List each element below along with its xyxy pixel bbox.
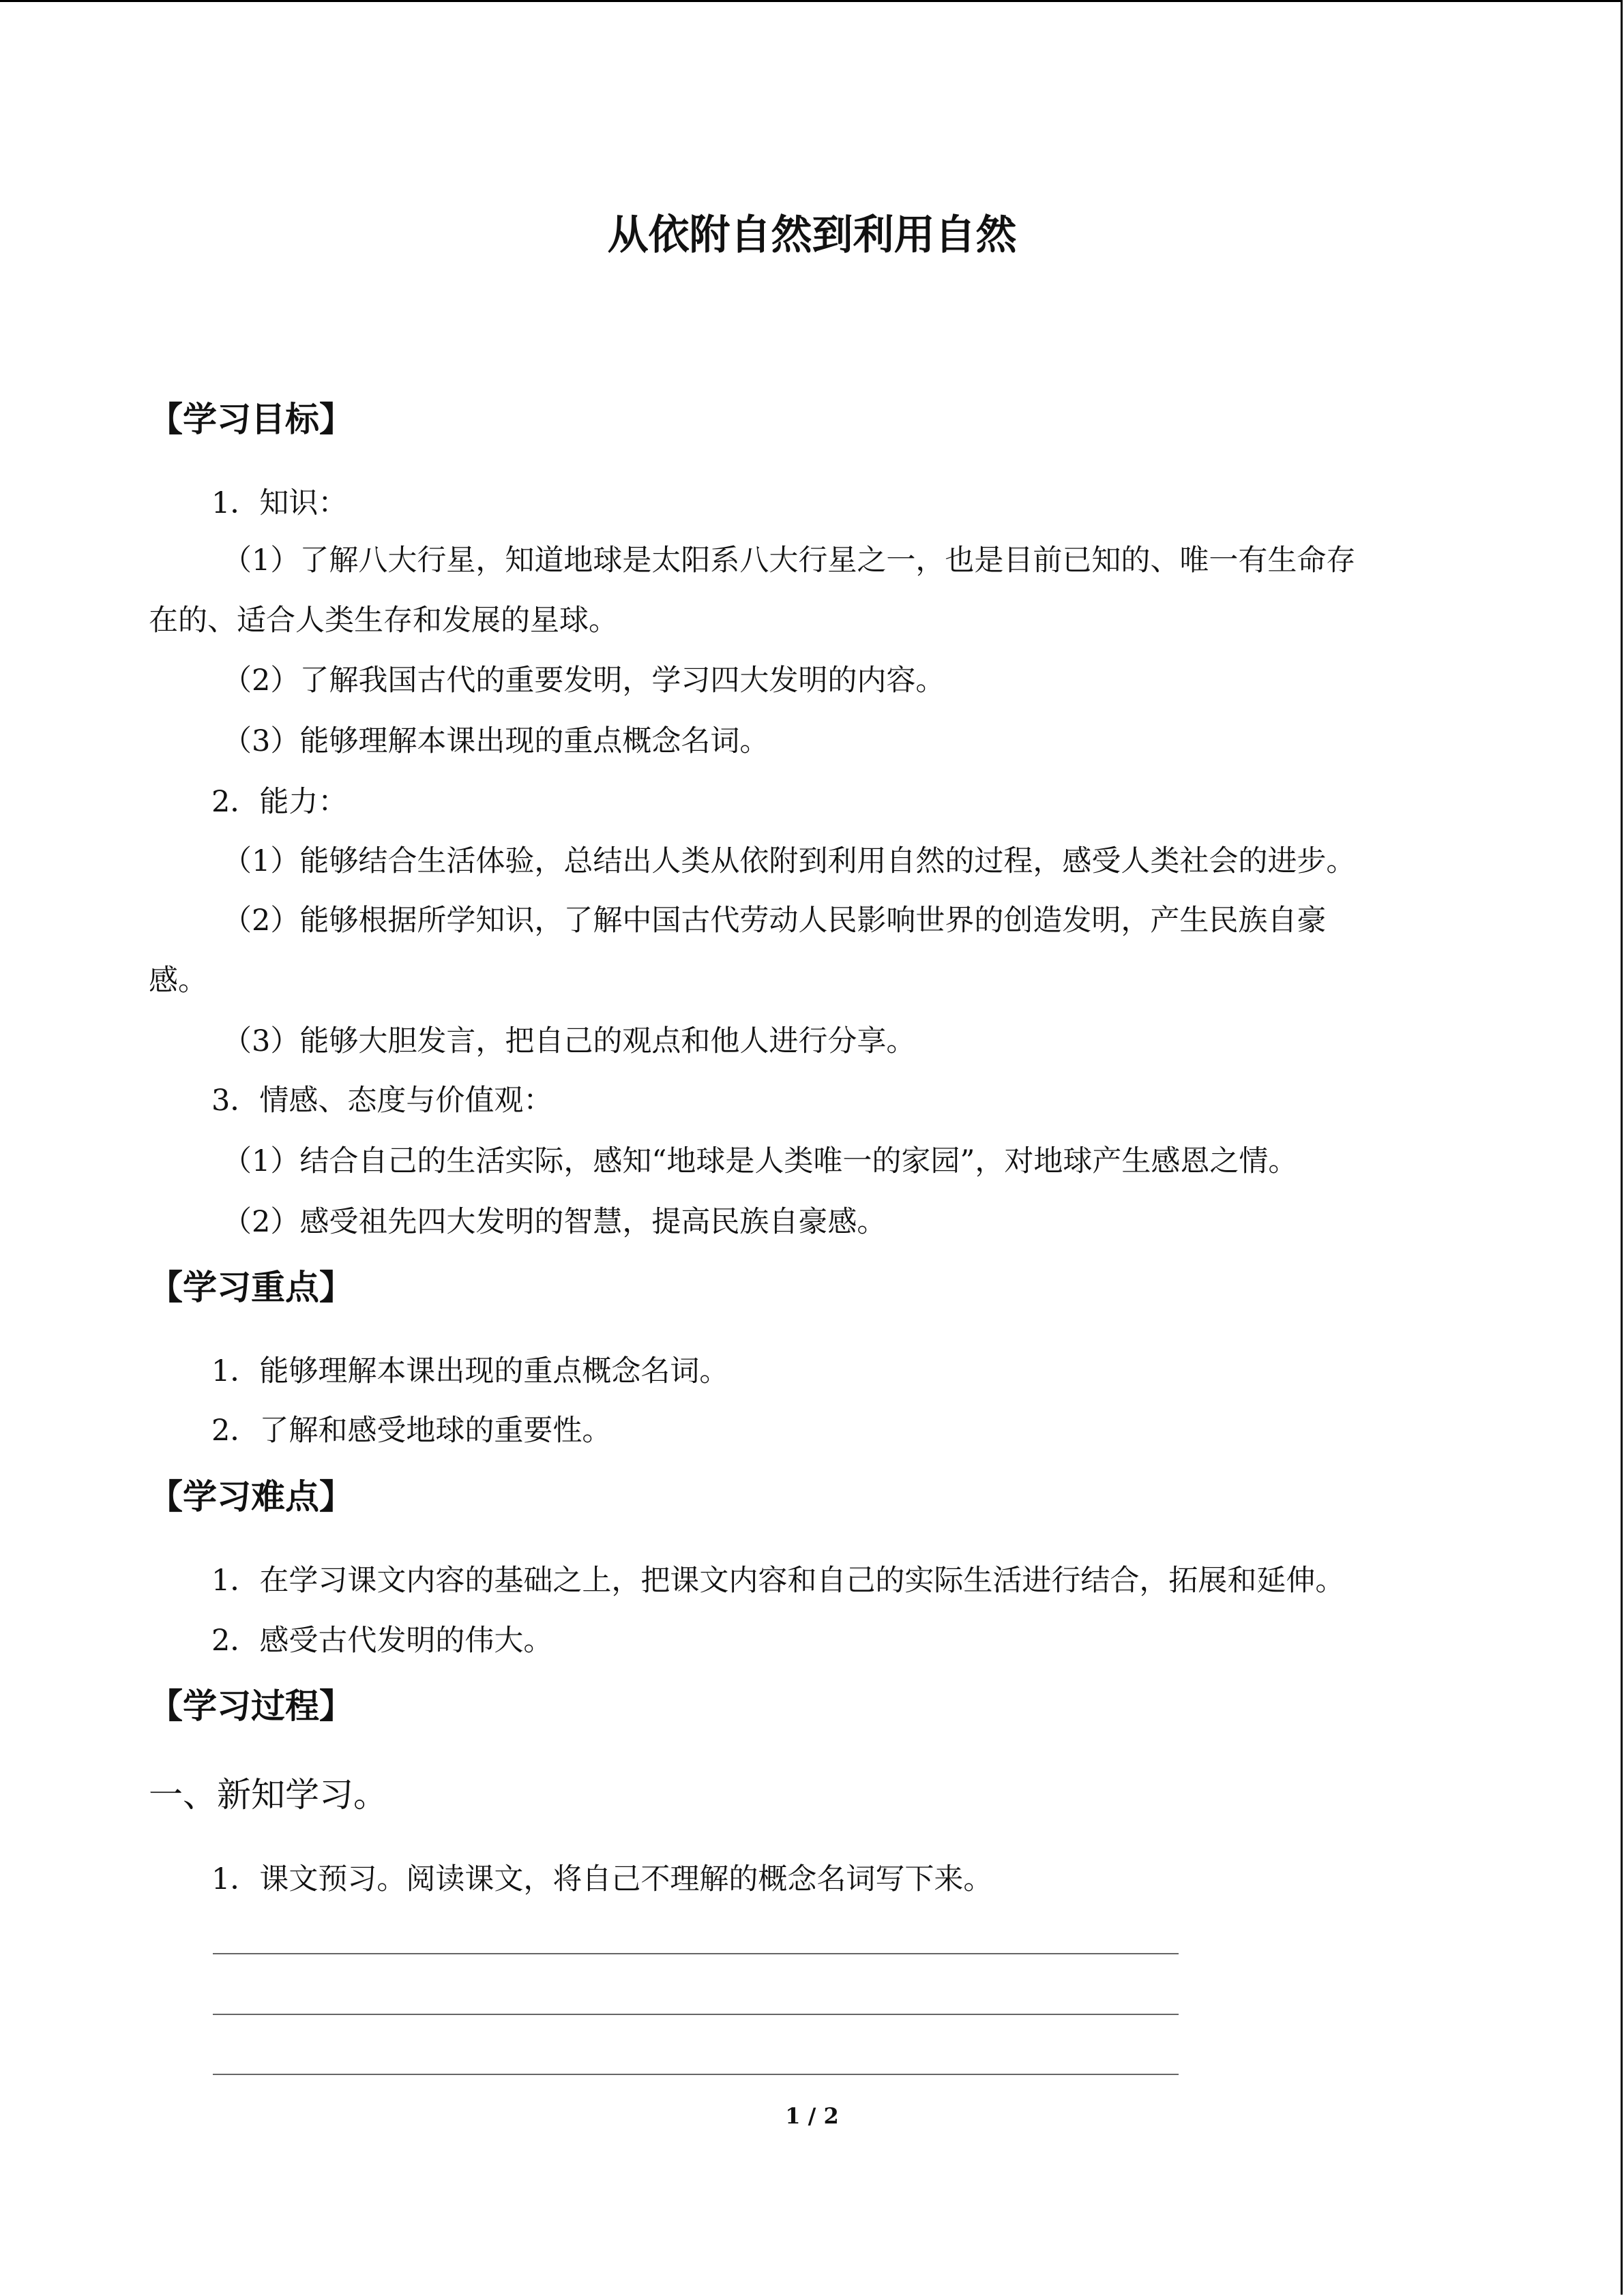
values-item-1: （1）结合自己的生活实际，感知“地球是人类唯一的家园”，对地球产生感恩之情。 bbox=[222, 1144, 1298, 1178]
difficulty-2: 2．感受古代发明的伟大。 bbox=[211, 1624, 553, 1658]
page-number: 1 / 2 bbox=[785, 2103, 839, 2129]
ability-item-3: （3）能够大胆发言，把自己的观点和他人进行分享。 bbox=[222, 1024, 916, 1058]
answer-line-3[interactable] bbox=[213, 2074, 1179, 2075]
answer-line-2[interactable] bbox=[213, 2014, 1179, 2015]
document-title: 从依附自然到利用自然 bbox=[607, 211, 1017, 259]
key-point-2: 2．了解和感受地球的重要性。 bbox=[211, 1414, 612, 1448]
ability-item-2-line-1: （2）能够根据所学知识，了解中国古代劳动人民影响世界的创造发明，产生民族自豪 bbox=[222, 904, 1327, 938]
difficulty-1: 1．在学习课文内容的基础之上，把课文内容和自己的实际生活进行结合，拓展和延伸。 bbox=[211, 1564, 1345, 1598]
ability-item-1: （1）能够结合生活体验，总结出人类从依附到利用自然的过程，感受人类社会的进步。 bbox=[222, 844, 1356, 878]
ability-item-2-line-2: 感。 bbox=[149, 964, 207, 998]
objectives-heading: 【学习目标】 bbox=[149, 400, 353, 439]
process-heading: 【学习过程】 bbox=[149, 1686, 353, 1726]
answer-line-1[interactable] bbox=[213, 1953, 1179, 1954]
key-point-1: 1．能够理解本课出现的重点概念名词。 bbox=[211, 1354, 729, 1388]
knowledge-item-1-line-1: （1）了解八大行星，知道地球是太阳系八大行星之一，也是目前已知的、唯一有生命存 bbox=[222, 543, 1356, 578]
part-one-heading: 一、新知学习。 bbox=[149, 1775, 387, 1815]
values-item-2: （2）感受祖先四大发明的智慧，提高民族自豪感。 bbox=[222, 1205, 887, 1239]
values-label: 3．情感、态度与价值观： bbox=[211, 1084, 553, 1118]
knowledge-item-1-line-2: 在的、适合人类生存和发展的星球。 bbox=[149, 603, 618, 638]
knowledge-item-2: （2）了解我国古代的重要发明，学习四大发明的内容。 bbox=[222, 664, 945, 698]
difficulties-heading: 【学习难点】 bbox=[149, 1477, 353, 1517]
knowledge-item-3: （3）能够理解本课出现的重点概念名词。 bbox=[222, 724, 769, 758]
ability-label: 2．能力： bbox=[211, 785, 348, 819]
knowledge-label: 1．知识： bbox=[211, 486, 348, 520]
task-1: 1．课文预习。阅读课文，将自己不理解的概念名词写下来。 bbox=[211, 1862, 993, 1896]
key-points-heading: 【学习重点】 bbox=[149, 1268, 353, 1307]
